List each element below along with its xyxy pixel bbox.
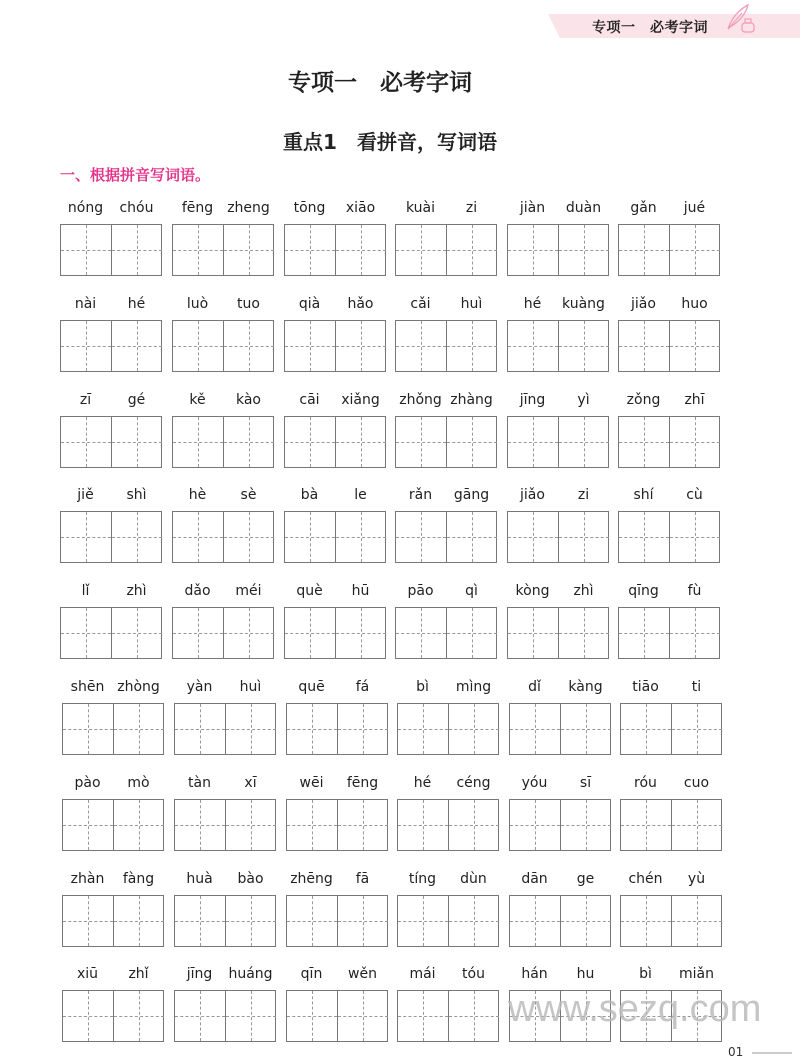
tianzige-cell[interactable] — [669, 321, 720, 371]
pinyin-label: pāo — [407, 583, 434, 600]
tianzige-cell[interactable] — [61, 225, 111, 275]
pinyin-label: huà — [186, 870, 213, 887]
writing-box — [286, 703, 388, 755]
writing-box — [286, 895, 388, 947]
pinyin-label: sī — [579, 774, 592, 791]
tianzige-cell[interactable] — [510, 800, 560, 850]
pinyin-label: bào — [237, 870, 264, 887]
pinyin-label: yóu — [521, 774, 548, 791]
tianzige-cell[interactable] — [671, 896, 722, 946]
tianzige-cell[interactable] — [175, 800, 225, 850]
tianzige-cell[interactable] — [396, 225, 446, 275]
tianzige-cell[interactable] — [558, 321, 609, 371]
pinyin-label: fá — [355, 679, 370, 695]
pinyin-label: zheng — [227, 200, 270, 216]
pinyin-label: wěn — [348, 966, 377, 983]
tianzige-cell[interactable] — [446, 321, 497, 371]
pinyin-label: kě — [189, 391, 206, 408]
pinyin-label: kuàng — [562, 295, 605, 312]
pinyin-label: hé — [127, 295, 146, 312]
tianzige-cell[interactable] — [508, 512, 558, 562]
writing-box — [397, 990, 499, 1042]
pinyin-label: zī — [79, 391, 92, 408]
tianzige-cell[interactable] — [225, 896, 276, 946]
tianzige-cell[interactable] — [671, 800, 722, 850]
writing-box — [618, 224, 720, 276]
pinyin-label: huì — [460, 295, 483, 312]
writing-box — [284, 224, 386, 276]
page-number-line — [752, 1052, 792, 1054]
tianzige-cell[interactable] — [285, 417, 335, 467]
writing-box — [60, 224, 162, 276]
word-row — [60, 296, 740, 376]
pinyin-label: mò — [127, 774, 150, 791]
pinyin-label: ge — [576, 870, 595, 887]
tianzige-cell[interactable] — [619, 225, 669, 275]
writing-box — [509, 895, 611, 947]
pinyin-label: shēn — [70, 679, 105, 695]
pinyin-label: zǒng — [626, 391, 661, 408]
pinyin-label: huáng — [228, 966, 273, 983]
writing-box — [60, 511, 162, 563]
pinyin-label: kòng — [515, 583, 550, 600]
pinyin-label: fēng — [181, 200, 214, 216]
pinyin-label: mái — [409, 966, 436, 983]
tianzige-cell[interactable] — [508, 417, 558, 467]
pinyin-label: sè — [240, 487, 257, 504]
tianzige-cell[interactable] — [61, 417, 111, 467]
pinyin-label: xiū — [76, 966, 99, 983]
tianzige-cell[interactable] — [285, 321, 335, 371]
tianzige-cell[interactable] — [113, 800, 164, 850]
pinyin-label: hū — [351, 583, 370, 600]
writing-box — [395, 416, 497, 468]
tianzige-cell[interactable] — [223, 321, 274, 371]
tianzige-cell[interactable] — [173, 321, 223, 371]
pinyin-label: huì — [239, 679, 262, 695]
pinyin-label: róu — [634, 774, 657, 791]
pinyin-label: gé — [127, 391, 146, 408]
pinyin-label: jiǎo — [631, 295, 656, 312]
writing-box — [618, 511, 720, 563]
pinyin-label: rǎn — [408, 487, 433, 504]
tianzige-cell[interactable] — [335, 225, 386, 275]
writing-box — [507, 320, 609, 372]
writing-box — [284, 607, 386, 659]
tianzige-cell[interactable] — [448, 896, 499, 946]
pinyin-label: cuo — [683, 774, 710, 791]
tianzige-cell[interactable] — [396, 512, 446, 562]
tianzige-cell[interactable] — [113, 991, 164, 1041]
pinyin-label: jiàn — [519, 200, 546, 216]
header-tab-text: 专项一 必考字词 — [592, 20, 708, 36]
writing-box — [507, 607, 609, 659]
pinyin-label: bì — [416, 679, 429, 695]
tianzige-cell[interactable] — [621, 896, 671, 946]
pinyin-label: nóng — [67, 200, 104, 216]
word-row — [60, 679, 740, 759]
writing-box — [62, 799, 164, 851]
tianzige-cell[interactable] — [560, 800, 611, 850]
pinyin-label: qià — [298, 295, 321, 312]
pinyin-label: hé — [523, 295, 542, 312]
tianzige-cell[interactable] — [173, 417, 223, 467]
pinyin-label: hé — [413, 774, 432, 791]
tianzige-cell[interactable] — [560, 896, 611, 946]
pinyin-label: què — [296, 583, 323, 600]
tianzige-cell[interactable] — [671, 704, 722, 754]
tianzige-cell[interactable] — [173, 512, 223, 562]
pinyin-label: yù — [687, 870, 706, 887]
writing-box — [62, 990, 164, 1042]
writing-box — [509, 703, 611, 755]
pinyin-label: fù — [687, 583, 702, 600]
tianzige-cell[interactable] — [619, 417, 669, 467]
writing-box — [60, 416, 162, 468]
writing-box — [395, 607, 497, 659]
tianzige-cell[interactable] — [398, 800, 448, 850]
tianzige-cell[interactable] — [508, 225, 558, 275]
pinyin-label: zhǒng — [399, 391, 442, 408]
pinyin-label: dǐ — [528, 679, 541, 695]
tianzige-cell[interactable] — [285, 225, 335, 275]
tianzige-cell[interactable] — [337, 896, 388, 946]
tianzige-cell[interactable] — [175, 896, 225, 946]
tianzige-cell[interactable] — [175, 704, 225, 754]
tianzige-cell[interactable] — [448, 991, 499, 1041]
pinyin-label: luò — [186, 295, 209, 312]
pinyin-label: shì — [126, 487, 147, 504]
tianzige-cell[interactable] — [558, 512, 609, 562]
tianzige-cell[interactable] — [111, 608, 162, 658]
pinyin-label: duàn — [565, 200, 602, 216]
tianzige-cell[interactable] — [113, 896, 164, 946]
writing-box — [60, 607, 162, 659]
writing-box — [618, 607, 720, 659]
tianzige-cell[interactable] — [669, 512, 720, 562]
pinyin-label: bì — [639, 966, 652, 983]
pinyin-label: yì — [577, 391, 590, 408]
writing-box — [284, 320, 386, 372]
pinyin-label: le — [354, 487, 367, 504]
writing-box — [60, 320, 162, 372]
tianzige-cell[interactable] — [223, 225, 274, 275]
tianzige-cell[interactable] — [111, 225, 162, 275]
tianzige-cell[interactable] — [113, 704, 164, 754]
pinyin-label: xiǎng — [341, 391, 380, 408]
tianzige-cell[interactable] — [508, 608, 558, 658]
tianzige-cell[interactable] — [669, 417, 720, 467]
pinyin-label: zhǐ — [128, 966, 149, 983]
tianzige-cell[interactable] — [619, 321, 669, 371]
tianzige-cell[interactable] — [446, 512, 497, 562]
writing-box — [620, 895, 722, 947]
pinyin-label: wēi — [299, 774, 324, 791]
word-row — [60, 775, 740, 855]
pinyin-label: jiě — [77, 487, 94, 504]
tianzige-cell[interactable] — [448, 800, 499, 850]
pinyin-label: fàng — [122, 870, 155, 887]
tianzige-cell[interactable] — [63, 704, 113, 754]
writing-box — [174, 990, 276, 1042]
pinyin-label: kào — [235, 391, 261, 408]
tianzige-cell[interactable] — [621, 800, 671, 850]
tianzige-cell[interactable] — [63, 896, 113, 946]
writing-box — [618, 320, 720, 372]
tianzige-cell[interactable] — [173, 608, 223, 658]
tianzige-cell[interactable] — [287, 704, 337, 754]
tianzige-cell[interactable] — [510, 896, 560, 946]
pinyin-label: lǐ — [81, 583, 90, 600]
writing-box — [172, 320, 274, 372]
page-number: 01 — [728, 1045, 744, 1059]
pinyin-label: quē — [298, 679, 325, 695]
tianzige-cell[interactable] — [335, 417, 386, 467]
tianzige-cell[interactable] — [396, 608, 446, 658]
writing-box — [284, 511, 386, 563]
instruction: 一、根据拼音写词语。 — [60, 166, 211, 184]
writing-box — [174, 799, 276, 851]
pinyin-label: fēng — [346, 774, 379, 791]
pinyin-label: qīng — [628, 583, 659, 600]
tianzige-cell[interactable] — [619, 512, 669, 562]
writing-box — [509, 799, 611, 851]
pinyin-label: gāng — [453, 487, 490, 504]
tianzige-cell[interactable] — [287, 991, 337, 1041]
tianzige-cell[interactable] — [61, 608, 111, 658]
word-row — [60, 200, 740, 280]
word-row — [60, 871, 740, 951]
tianzige-cell[interactable] — [619, 608, 669, 658]
tianzige-cell[interactable] — [510, 704, 560, 754]
writing-box — [174, 895, 276, 947]
writing-box — [620, 703, 722, 755]
tianzige-cell[interactable] — [111, 512, 162, 562]
pinyin-label: tiāo — [632, 679, 659, 695]
writing-box — [286, 990, 388, 1042]
tianzige-cell[interactable] — [225, 704, 276, 754]
pinyin-label: dān — [521, 870, 548, 887]
pinyin-label: hu — [576, 966, 595, 983]
tianzige-cell[interactable] — [398, 704, 448, 754]
pinyin-label: zhàng — [450, 391, 493, 408]
tianzige-cell[interactable] — [558, 417, 609, 467]
tianzige-cell[interactable] — [173, 225, 223, 275]
tianzige-cell[interactable] — [508, 321, 558, 371]
writing-box — [172, 607, 274, 659]
tianzige-cell[interactable] — [558, 608, 609, 658]
tianzige-cell[interactable] — [223, 512, 274, 562]
tianzige-cell[interactable] — [560, 704, 611, 754]
pinyin-label: tàn — [188, 774, 211, 791]
pinyin-label: jīng — [186, 966, 213, 983]
pinyin-label: méi — [235, 583, 262, 600]
watermark: www.sezq.com — [508, 988, 762, 1030]
pinyin-label: shí — [633, 487, 654, 504]
writing-box — [395, 224, 497, 276]
tianzige-cell[interactable] — [285, 512, 335, 562]
pinyin-label: dǎo — [184, 583, 211, 600]
tianzige-cell[interactable] — [223, 417, 274, 467]
writing-box — [62, 895, 164, 947]
pinyin-label: yàn — [186, 679, 213, 695]
pinyin-label: tuo — [237, 295, 260, 312]
tianzige-cell[interactable] — [287, 896, 337, 946]
page-title: 专项一 必考字词 — [288, 70, 472, 96]
pinyin-label: chén — [628, 870, 663, 887]
tianzige-cell[interactable] — [398, 896, 448, 946]
tianzige-cell[interactable] — [63, 991, 113, 1041]
tianzige-cell[interactable] — [63, 800, 113, 850]
pinyin-label: miǎn — [679, 966, 714, 983]
writing-box — [395, 511, 497, 563]
pinyin-label: hǎo — [347, 295, 374, 312]
writing-box — [174, 703, 276, 755]
pinyin-label: jīng — [519, 391, 546, 408]
writing-box — [284, 416, 386, 468]
pinyin-label: dùn — [460, 870, 487, 887]
pinyin-label: mìng — [455, 679, 492, 695]
pinyin-label: hán — [521, 966, 548, 983]
pinyin-label: bà — [300, 487, 319, 504]
tianzige-cell[interactable] — [396, 321, 446, 371]
writing-box — [507, 416, 609, 468]
writing-box — [395, 320, 497, 372]
pinyin-label: jiǎo — [520, 487, 545, 504]
tianzige-cell[interactable] — [61, 321, 111, 371]
tianzige-cell[interactable] — [337, 800, 388, 850]
pinyin-label: zi — [577, 487, 590, 504]
pinyin-label: zhī — [684, 391, 705, 408]
pinyin-label: kuài — [405, 200, 436, 216]
tianzige-cell[interactable] — [225, 800, 276, 850]
tianzige-cell[interactable] — [61, 512, 111, 562]
writing-box — [172, 224, 274, 276]
pinyin-label: ti — [691, 679, 702, 695]
pinyin-label: zhì — [126, 583, 147, 600]
pinyin-label: tōng — [293, 200, 326, 216]
tianzige-cell[interactable] — [287, 800, 337, 850]
tianzige-cell[interactable] — [175, 991, 225, 1041]
section-subtitle: 重点1 看拼音，写词语 — [283, 130, 497, 154]
pinyin-label: zhēng — [290, 870, 333, 887]
tianzige-cell[interactable] — [448, 704, 499, 754]
pinyin-label: zhòng — [117, 679, 160, 695]
pinyin-label: qì — [465, 583, 478, 600]
tianzige-cell[interactable] — [398, 991, 448, 1041]
pinyin-label: céng — [456, 774, 491, 791]
pinyin-label: tíng — [408, 870, 437, 887]
writing-box — [172, 511, 274, 563]
tianzige-cell[interactable] — [446, 417, 497, 467]
tianzige-cell[interactable] — [558, 225, 609, 275]
tianzige-cell[interactable] — [396, 417, 446, 467]
pinyin-label: xiāo — [345, 200, 376, 216]
pinyin-label: pào — [74, 774, 101, 791]
pinyin-label: zhàn — [70, 870, 105, 887]
tianzige-cell[interactable] — [335, 512, 386, 562]
word-row — [60, 392, 740, 472]
pinyin-label: qīn — [300, 966, 323, 983]
writing-box — [397, 703, 499, 755]
pinyin-label: tóu — [462, 966, 485, 983]
writing-box — [620, 799, 722, 851]
pinyin-label: fā — [355, 870, 370, 887]
writing-box — [62, 703, 164, 755]
tianzige-cell[interactable] — [446, 608, 497, 658]
pinyin-label: zhì — [573, 583, 594, 600]
pinyin-label: gǎn — [630, 200, 657, 216]
tianzige-cell[interactable] — [335, 321, 386, 371]
tianzige-cell[interactable] — [335, 608, 386, 658]
tianzige-cell[interactable] — [669, 225, 720, 275]
word-row — [60, 583, 740, 663]
feather-ink-icon — [722, 3, 758, 35]
tianzige-cell[interactable] — [446, 225, 497, 275]
pinyin-label: cù — [686, 487, 703, 504]
tianzige-cell[interactable] — [337, 704, 388, 754]
writing-box — [507, 511, 609, 563]
pinyin-label: jué — [683, 200, 706, 216]
tianzige-cell[interactable] — [337, 991, 388, 1041]
tianzige-cell[interactable] — [223, 608, 274, 658]
pinyin-label: huo — [681, 295, 708, 312]
pinyin-label: cāi — [299, 391, 320, 408]
writing-box — [618, 416, 720, 468]
tianzige-cell[interactable] — [111, 417, 162, 467]
pinyin-label: zi — [465, 200, 478, 216]
tianzige-cell[interactable] — [621, 704, 671, 754]
writing-box — [397, 799, 499, 851]
pinyin-label: cǎi — [410, 295, 431, 312]
pinyin-label: chóu — [119, 200, 154, 216]
pinyin-label: hè — [188, 487, 207, 504]
pinyin-label: xī — [244, 774, 257, 791]
pinyin-label: nài — [74, 295, 97, 312]
pinyin-label: kàng — [568, 679, 603, 695]
writing-box — [507, 224, 609, 276]
tianzige-cell[interactable] — [111, 321, 162, 371]
word-row — [60, 487, 740, 567]
tianzige-cell[interactable] — [225, 991, 276, 1041]
writing-box — [397, 895, 499, 947]
writing-box — [172, 416, 274, 468]
tianzige-cell[interactable] — [669, 608, 720, 658]
writing-box — [286, 799, 388, 851]
tianzige-cell[interactable] — [285, 608, 335, 658]
